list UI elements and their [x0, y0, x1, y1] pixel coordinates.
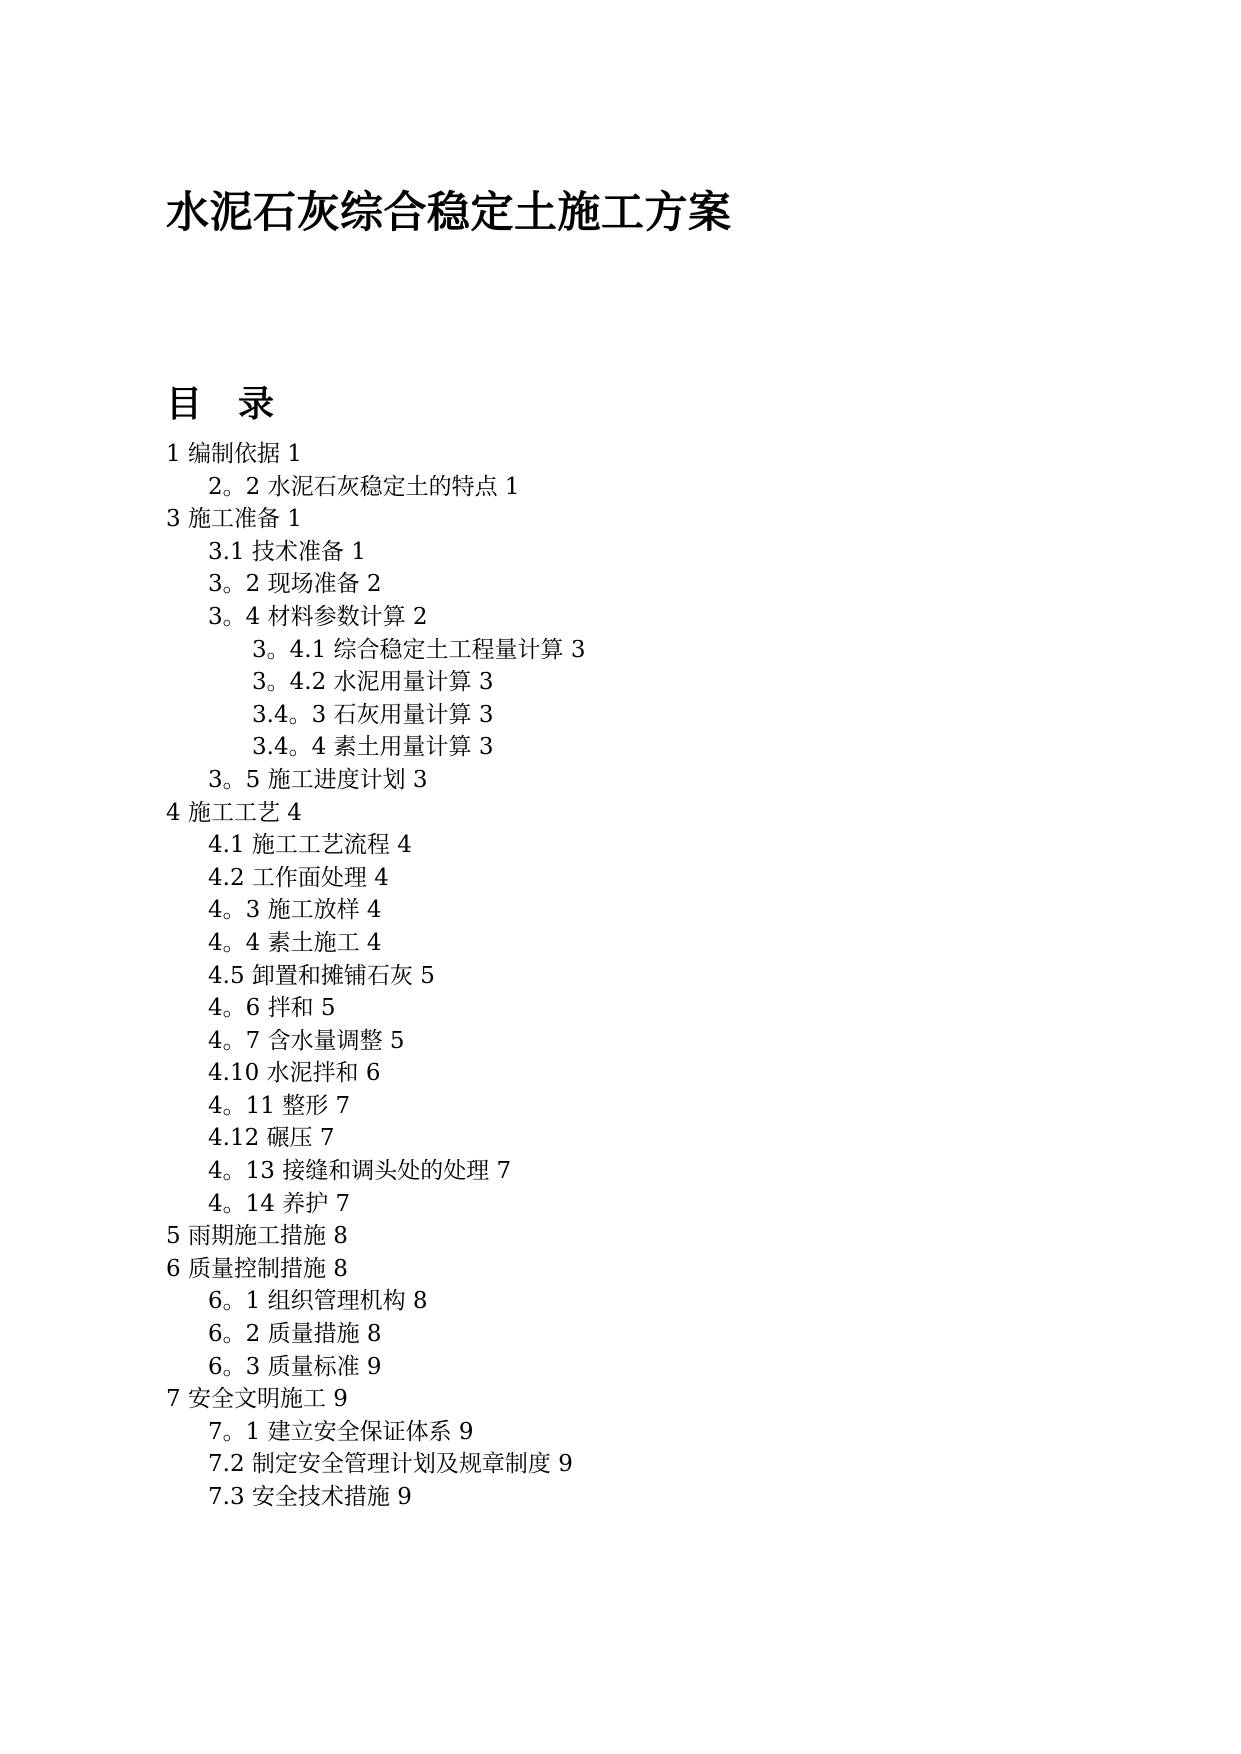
toc-entry[interactable]: 2。2 水泥石灰稳定土的特点 1: [208, 473, 520, 500]
toc-entry[interactable]: 6。1 组织管理机构 8: [208, 1288, 428, 1315]
toc-entry[interactable]: 4.1 施工工艺流程 4: [208, 832, 412, 859]
toc-entry[interactable]: 3。5 施工进度计划 3: [208, 766, 428, 793]
toc-entry[interactable]: 3。4.2 水泥用量计算 3: [252, 669, 494, 696]
toc-entry[interactable]: 4。7 含水量调整 5: [208, 1027, 405, 1054]
toc-entry[interactable]: 4 施工工艺 4: [166, 799, 302, 826]
toc-entry[interactable]: 1 编制依据 1: [166, 441, 302, 467]
toc-heading-char-2: 录: [238, 383, 275, 425]
toc-entry[interactable]: 4。6 拌和 5: [208, 995, 336, 1022]
toc-entry[interactable]: 7.3 安全技术措施 9: [208, 1484, 412, 1510]
table-of-contents: [166, 438, 585, 1514]
toc-entry[interactable]: 7.2 制定安全管理计划及规章制度 9: [208, 1451, 573, 1478]
toc-entry[interactable]: 3。4.1 综合稳定土工程量计算 3: [252, 636, 586, 663]
toc-entry[interactable]: 6 质量控制措施 8: [166, 1255, 348, 1282]
toc-entry[interactable]: 4。11 整形 7: [208, 1092, 351, 1119]
toc-entry[interactable]: 3。4 材料参数计算 2: [208, 603, 428, 630]
toc-entry[interactable]: 6。2 质量措施 8: [208, 1321, 382, 1348]
toc-entry[interactable]: 4.2 工作面处理 4: [208, 864, 389, 891]
toc-entry[interactable]: 4。14 养护 7: [208, 1190, 351, 1217]
toc-entry[interactable]: 4.5 卸置和摊铺石灰 5: [208, 962, 435, 989]
toc-entry[interactable]: 7 安全文明施工 9: [166, 1386, 348, 1413]
document-title: 水泥石灰综合稳定土施工方案: [166, 188, 732, 238]
toc-heading-char-1: 目: [166, 383, 203, 425]
toc-entry[interactable]: 4。4 素土施工 4: [208, 929, 382, 956]
toc-entry[interactable]: 6。3 质量标准 9: [208, 1353, 382, 1380]
toc-entry[interactable]: 3.1 技术准备 1: [208, 538, 366, 565]
toc-entry[interactable]: 4.12 碾压 7: [208, 1125, 335, 1152]
toc-entry[interactable]: 3 施工准备 1: [166, 506, 302, 533]
toc-entry[interactable]: 3。2 现场准备 2: [208, 571, 382, 598]
toc-entry[interactable]: 3.4。4 素土用量计算 3: [252, 734, 494, 761]
toc-entry[interactable]: 5 雨期施工措施 8: [166, 1223, 348, 1250]
toc-entry[interactable]: 4。13 接缝和调头处的处理 7: [208, 1158, 512, 1185]
toc-entry[interactable]: 4.10 水泥拌和 6: [208, 1060, 381, 1087]
toc-entry[interactable]: 3.4。3 石灰用量计算 3: [252, 701, 494, 728]
toc-heading: [166, 380, 274, 428]
toc-entry[interactable]: 7。1 建立安全保证体系 9: [208, 1418, 474, 1445]
toc-entry[interactable]: 4。3 施工放样 4: [208, 897, 382, 924]
